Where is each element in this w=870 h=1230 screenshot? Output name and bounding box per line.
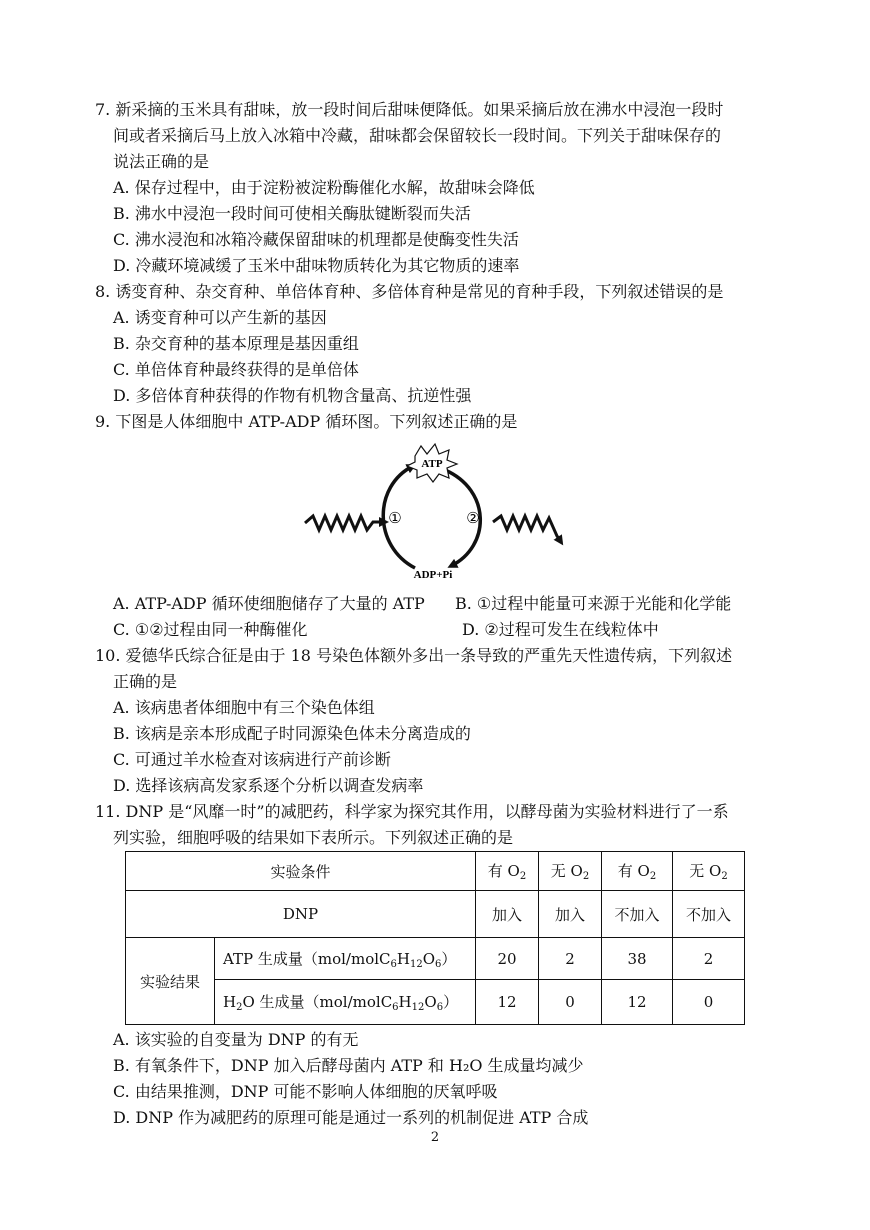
atp-label: ATP: [421, 458, 443, 470]
cell-h2o-value: 0: [673, 980, 745, 1025]
q7-stem-line3: 说法正确的是: [113, 152, 210, 171]
q7-option-d: D. 冷藏环境减缓了玉米中甜味物质转化为其它物质的速率: [113, 256, 520, 275]
q10-stem-line1: 10. 爱德华氏综合征是由于 18 号染色体额外多出一条导致的严重先天性遗传病，下列叙述: [95, 646, 733, 665]
cell-atp-label: ATP 生成量$(mol/molC_6H_{12}O_6)$: [215, 938, 476, 980]
cell-atp-value: 2: [539, 938, 602, 980]
process1-label: ①: [388, 509, 402, 527]
q8-option-a: A. 诱变育种可以产生新的基因: [113, 308, 327, 327]
cell-h2o-value: 12: [476, 980, 539, 1025]
cell-dnp-value: 不加入: [673, 891, 745, 938]
cell-dnp-label: DNP: [126, 891, 476, 938]
cell-o2-yes-2: 有 $O_2$: [602, 852, 673, 891]
cell-atp-value: 20: [476, 938, 539, 980]
cell-dnp-value: 加入: [539, 891, 602, 938]
cell-o2-yes-1: 有 $O_2$: [476, 852, 539, 891]
q10-option-d: D. 选择该病高发家系逐个分析以调查发病率: [113, 776, 424, 795]
q9-option-d: D. ②过程可发生在线粒体中: [462, 620, 659, 639]
atp-adp-cycle-diagram: [295, 438, 575, 588]
q8-option-d: D. 多倍体育种获得的作物有机物含量高、抗逆性强: [113, 386, 472, 405]
cell-atp-value: 38: [602, 938, 673, 980]
cell-result-label: 实验结果: [126, 938, 215, 1025]
cell-o2-no-1: 无 $O_2$: [539, 852, 602, 891]
q9-option-a: A. ATP-ADP 循环使细胞储存了大量的 ATP: [113, 594, 425, 613]
q7-option-a: A. 保存过程中，由于淀粉被淀粉酶催化水解，故甜味会降低: [113, 178, 535, 197]
q11-option-d: D. DNP 作为减肥药的原理可能是通过一系列的机制促进 ATP 合成: [113, 1108, 589, 1127]
q7-option-c: C. 沸水浸泡和冰箱冷藏保留甜味的机理都是使酶变性失活: [113, 230, 519, 249]
q8-option-b: B. 杂交育种的基本原理是基因重组: [113, 334, 359, 353]
cell-atp-value: 2: [673, 938, 745, 980]
q11-option-b: B. 有氧条件下，DNP 加入后酵母菌内 ATP 和 H₂O 生成量均减少: [113, 1056, 584, 1075]
results-table: [125, 851, 745, 1025]
table-row-dnp: [126, 891, 745, 938]
q10-stem-line2: 正确的是: [113, 672, 178, 691]
energy-input-zigzag: [305, 516, 385, 530]
cell-dnp-value: 不加入: [602, 891, 673, 938]
q11-stem-line2: 列实验，细胞呼吸的结果如下表所示。下列叙述正确的是: [113, 828, 514, 847]
q10-option-c: C. 可通过羊水检查对该病进行产前诊断: [113, 750, 391, 769]
cell-h2o-value: 0: [539, 980, 602, 1025]
table-row-conditions: [126, 852, 745, 891]
q7-stem-line2: 间或者采摘后马上放入冰箱中冷藏，甜味都会保留较长一段时间。下列关于甜味保存的: [113, 126, 722, 145]
cell-h2o-value: 12: [602, 980, 673, 1025]
q10-option-a: A. 该病患者体细胞中有三个染色体组: [113, 698, 375, 717]
cell-condition-label: 实验条件: [126, 852, 476, 891]
table-row-atp: [126, 938, 745, 980]
q9-option-b: B. ①过程中能量可来源于光能和化学能: [455, 594, 732, 613]
q8-option-c: C. 单倍体育种最终获得的是单倍体: [113, 360, 359, 379]
q11-option-a: A. 该实验的自变量为 DNP 的有无: [113, 1030, 359, 1049]
adp-label: ADP+Pi: [413, 569, 453, 581]
process2-label: ②: [466, 509, 480, 527]
energy-output-zigzag: [493, 516, 561, 542]
table-row-h2o: [126, 980, 745, 1025]
q10-option-b: B. 该病是亲本形成配子时同源染色体未分离造成的: [113, 724, 471, 743]
cell-dnp-value: 加入: [476, 891, 539, 938]
q11-stem-line1: 11. DNP 是“风靡一时”的减肥药，科学家为探究其作用，以酵母菌为实验材料进行了一系: [95, 802, 729, 821]
q7-option-b: B. 沸水中浸泡一段时间可使相关酶肽键断裂而失活: [113, 204, 471, 223]
cell-h2o-label: $H_2O$ 生成量$(mol/molC_6H_{12}O_6)$: [215, 980, 476, 1025]
q9-option-c: C. ①②过程由同一种酶催化: [113, 620, 308, 639]
q11-option-c: C. 由结果推测，DNP 可能不影响人体细胞的厌氧呼吸: [113, 1082, 498, 1101]
cell-o2-no-2: 无 $O_2$: [673, 852, 745, 891]
q9-stem: 9. 下图是人体细胞中 ATP-ADP 循环图。下列叙述正确的是: [95, 412, 518, 431]
page-number: 2: [430, 1130, 440, 1145]
q7-stem-line1: 7. 新采摘的玉米具有甜味，放一段时间后甜味便降低。如果采摘后放在沸水中浸泡一段时: [95, 100, 724, 119]
q8-stem: 8. 诱变育种、杂交育种、单倍体育种、多倍体育种是常见的育种手段，下列叙述错误的是: [95, 282, 724, 301]
